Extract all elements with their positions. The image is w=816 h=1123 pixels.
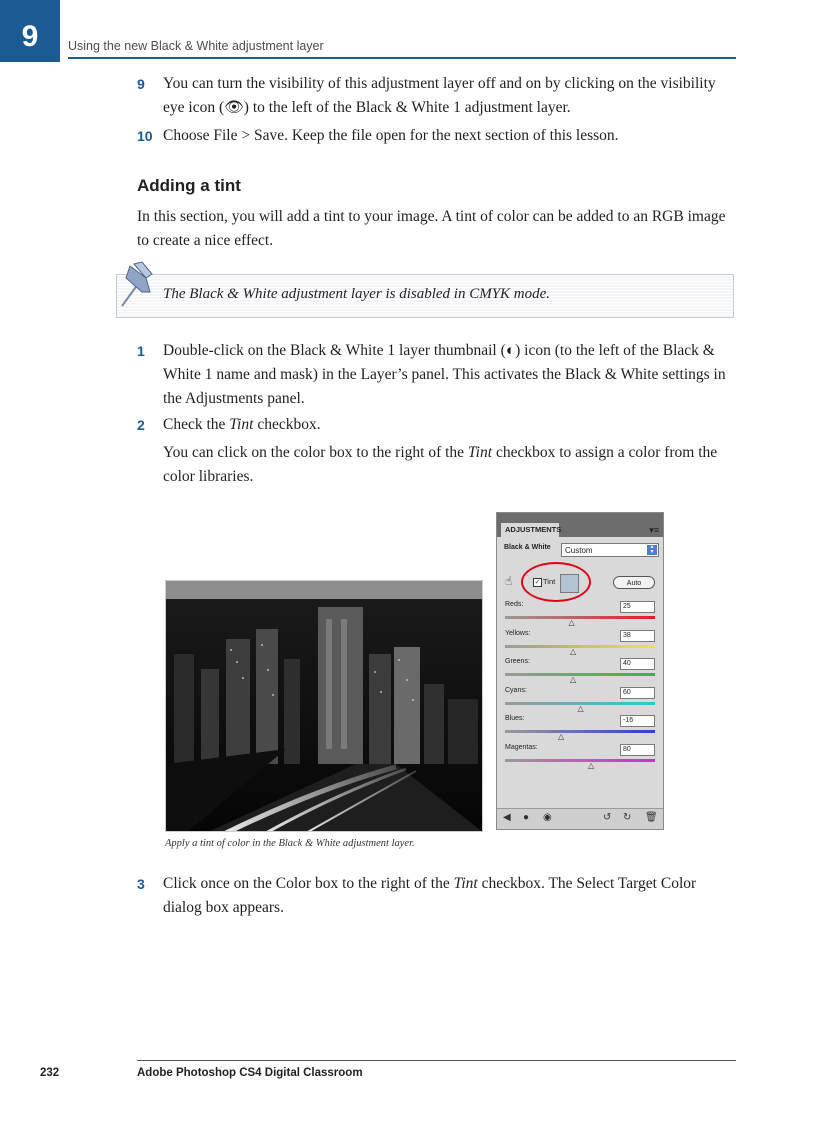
book-title: Adobe Photoshop CS4 Digital Classroom xyxy=(137,1067,363,1079)
adjustments-tab[interactable]: ADJUSTMENTS xyxy=(501,523,559,537)
slider-track[interactable] xyxy=(505,645,655,648)
slider-row xyxy=(505,658,657,686)
step-2 xyxy=(137,413,737,437)
step-text-em: Tint xyxy=(453,875,478,892)
figure-caption: Apply a tint of color in the Black & White adjustment layer. xyxy=(165,838,415,849)
slider-row xyxy=(505,687,657,715)
panel-menu-icon[interactable]: ▾≡ xyxy=(649,525,659,535)
pushpin-icon xyxy=(112,258,158,314)
step-text: Choose File > Save. Keep the file open for the next section of this lesson. xyxy=(163,127,619,144)
slider-label: Reds: xyxy=(505,601,524,608)
slider-thumb[interactable]: △ xyxy=(570,675,577,684)
step-number: 2 xyxy=(137,417,145,433)
step-10 xyxy=(137,124,737,148)
reset-icon[interactable]: ↻ xyxy=(623,812,632,823)
targeted-adjustment-hand-icon[interactable]: ☝ xyxy=(505,574,513,588)
slider-row xyxy=(505,630,657,658)
slider-track[interactable] xyxy=(505,616,655,619)
highlight-circle xyxy=(521,562,591,602)
back-arrow-icon[interactable]: ◀ xyxy=(503,812,511,823)
footer-divider xyxy=(137,1060,736,1061)
clip-layer-icon[interactable]: ● xyxy=(523,812,530,823)
slider-row xyxy=(505,601,657,629)
note-text: The Black & White adjustment layer is disabled in CMYK mode. xyxy=(163,286,551,302)
slider-track[interactable] xyxy=(505,759,655,762)
section-intro: In this section, you will add a tint to your image. A tint of color can be added to an RGB image to create a nice effect. xyxy=(137,208,726,249)
step-text-post: checkbox to assign a color from the color libraries. xyxy=(163,444,718,485)
city-night-photo xyxy=(165,580,483,832)
chapter-tab xyxy=(0,0,60,62)
slider-value-field[interactable]: 80 xyxy=(620,744,655,756)
step-number: 3 xyxy=(137,876,145,892)
auto-button[interactable]: Auto xyxy=(613,576,655,589)
step-9 xyxy=(137,72,737,120)
slider-value-field[interactable]: 60 xyxy=(620,687,655,699)
slider-track[interactable] xyxy=(505,673,655,676)
section-heading: Adding a tint xyxy=(137,176,241,195)
header-divider xyxy=(68,57,736,59)
trash-icon[interactable]: 🗑 xyxy=(645,812,658,823)
tint-checkbox[interactable]: ✓ xyxy=(534,579,541,586)
preset-select[interactable] xyxy=(561,543,659,557)
step-text-post: checkbox. The Select Target Color dialog box appears. xyxy=(163,875,697,916)
slider-label: Yellows: xyxy=(505,629,531,637)
step-number: 1 xyxy=(137,343,145,359)
slider-track[interactable] xyxy=(505,730,655,733)
step-2-detail xyxy=(137,441,737,489)
slider-row xyxy=(505,715,657,743)
panel-footer xyxy=(497,808,663,829)
step-text xyxy=(163,441,737,489)
step-text xyxy=(163,872,737,920)
slider-thumb[interactable]: △ xyxy=(558,732,565,741)
step-number: 9 xyxy=(137,76,145,92)
slider-label: Cyans: xyxy=(505,686,527,694)
page-number: 232 xyxy=(40,1067,60,1079)
slider-value-field[interactable]: -16 xyxy=(620,715,655,727)
select-arrows-icon: ▴ ▾ xyxy=(647,545,657,555)
step-text-em: Tint xyxy=(467,444,493,461)
slider-value-field[interactable]: 38 xyxy=(620,630,655,642)
step-text: You can turn the visibility of this adjustment layer off and on by clicking on the visibility eye icon (👁) to the left of the Black & White 1 adjustment layer. xyxy=(163,75,716,116)
step-text-pre: You can click on the color box to the right of the xyxy=(163,444,468,461)
visibility-eye-icon[interactable]: ◉ xyxy=(543,812,552,823)
adjustments-panel xyxy=(496,512,664,830)
slider-thumb[interactable]: △ xyxy=(568,618,575,627)
slider-label: Magentas: xyxy=(505,743,538,751)
slider-label: Greens: xyxy=(505,658,530,665)
slider-label: Blues: xyxy=(505,715,525,722)
step-text-pre: Check the xyxy=(163,416,230,433)
step-text: Double-click on the Black & White 1 layer thumbnail (◐) icon (to the left of the Black & White 1 name and mask) in the Layer’s panel. This activates the Black & White settings in the Adjustments panel. xyxy=(163,342,726,407)
step-text xyxy=(163,413,737,437)
slider-value-field[interactable]: 25 xyxy=(620,601,655,613)
photo-window-bar xyxy=(166,581,482,600)
step-number: 10 xyxy=(137,128,153,144)
slider-thumb[interactable]: △ xyxy=(577,703,584,713)
adjustment-type-label: Black & White xyxy=(504,544,551,551)
running-title: Using the new Black & White adjustment layer xyxy=(68,39,324,53)
step-text-em: Tint xyxy=(229,416,254,433)
preset-value: Custom xyxy=(565,546,593,555)
step-1 xyxy=(137,339,737,411)
step-text-post: checkbox. xyxy=(253,416,321,433)
tint-label: Tint xyxy=(543,577,556,586)
slider-thumb[interactable]: △ xyxy=(570,646,577,656)
slider-value-field[interactable]: 40 xyxy=(620,658,655,670)
city-skyline-image xyxy=(166,599,483,832)
step-3 xyxy=(137,872,737,920)
chapter-number: 9 xyxy=(21,20,39,53)
slider-row xyxy=(505,744,657,772)
view-previous-icon[interactable]: ↺ xyxy=(603,812,612,823)
slider-thumb[interactable]: △ xyxy=(588,760,595,770)
step-text-pre: Click once on the Color box to the right of the xyxy=(163,875,454,892)
